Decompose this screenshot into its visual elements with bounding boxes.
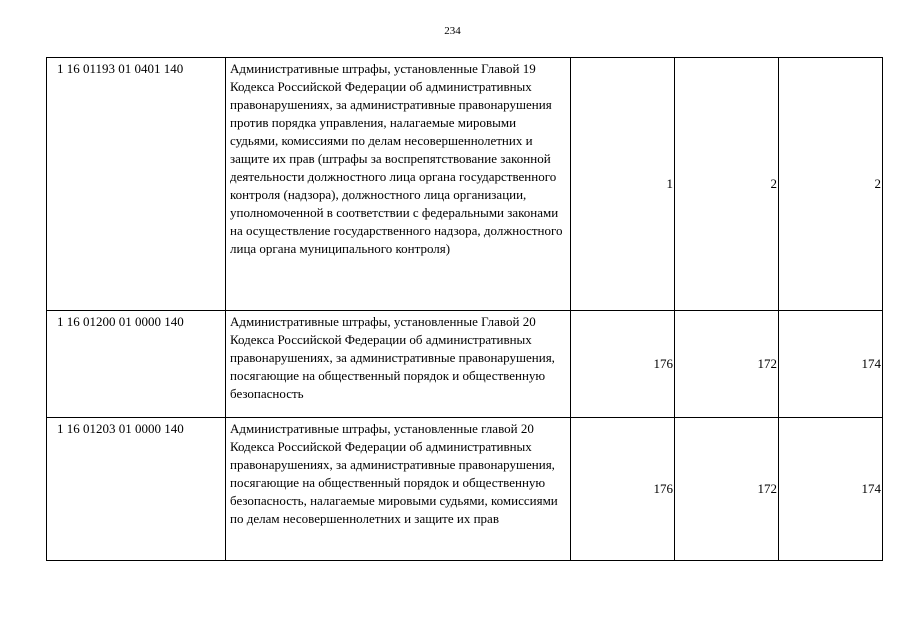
value-col-3: 174 bbox=[779, 418, 883, 561]
table-row bbox=[47, 418, 883, 561]
revenue-name: Административные штрафы, установленные Главой 20 Кодекса Российской Федерации об административных правонарушениях, за административные правонарушения, посягающие на общественный порядок и общественную безопасность bbox=[230, 314, 555, 401]
classification-code: 1 16 01203 01 0000 140 bbox=[47, 418, 226, 561]
value-col-3: 2 bbox=[779, 58, 883, 311]
value-col-2: 2 bbox=[675, 58, 779, 311]
value-col-2: 172 bbox=[675, 418, 779, 561]
value-col-2: 172 bbox=[675, 311, 779, 418]
value-col-3: 174 bbox=[779, 311, 883, 418]
classification-code: 1 16 01200 01 0000 140 bbox=[47, 311, 226, 418]
revenue-name: Административные штрафы, установленные Главой 19 Кодекса Российской Федерации об административных правонарушениях, за административные правонарушения против порядка управления, налагаемые мировыми судьями, комиссиями по делам несовершеннолетних и защите их прав (штрафы за воспрепятствование законной деятельности должностного лица органа государственного контроля (надзора), должностного лица организации, уполномоченной в соответствии с федеральными законами на осуществление государственного надзора, должностного лица органа муниципального контроля) bbox=[230, 61, 563, 256]
table-row bbox=[47, 58, 883, 311]
page-number: 234 bbox=[444, 25, 461, 37]
revenue-name-cell bbox=[226, 58, 571, 311]
budget-table bbox=[46, 57, 883, 561]
revenue-name-cell bbox=[226, 418, 571, 561]
revenue-name: Административные штрафы, установленные главой 20 Кодекса Российской Федерации об административных правонарушениях, за административные правонарушения, посягающие на общественный порядок и общественную безопасность, налагаемые мировыми судьями, комиссиями по делам несовершеннолетних и защите их прав bbox=[230, 421, 558, 526]
classification-code: 1 16 01193 01 0401 140 bbox=[47, 58, 226, 311]
value-col-1: 176 bbox=[571, 418, 675, 561]
revenue-name-cell bbox=[226, 311, 571, 418]
table-row bbox=[47, 311, 883, 418]
value-col-1: 1 bbox=[571, 58, 675, 311]
value-col-1: 176 bbox=[571, 311, 675, 418]
